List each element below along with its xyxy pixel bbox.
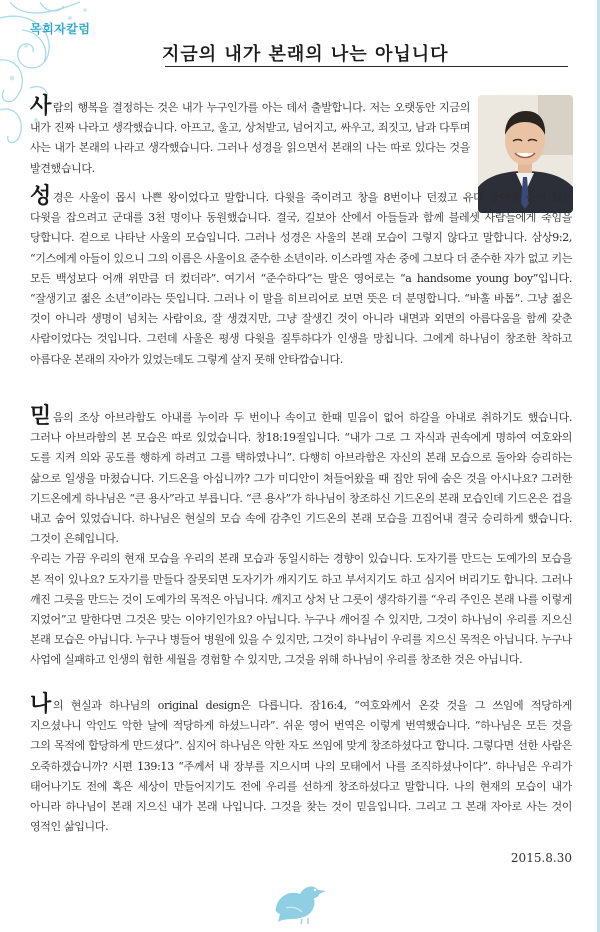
drop-cap-initial: 나 xyxy=(30,691,51,717)
paragraph-2 xyxy=(30,183,572,370)
paragraph-text: 람의 행복을 결정하는 것은 내가 누구인가를 아는 데서 출발합니다. 저는 오랫동안 지금의 내가 진짜 나라고 생각했습니다. 아프고, 울고, 상처받고, 넘어지고, 싸우고, 죄짓고, 남과 다투며 사는 내가 본래의 나라고 생각했습니다. 그러나 성경을 읽으면서 본래의 나는 따로 있다는 것을 발견했습니다. xyxy=(30,101,470,175)
paragraph-text: 의 현실과 하나님의 original design은 다릅니다. 잠16:4, “여호와께서 온갖 것을 그 쓰임에 적당하게 지으셨나니 악인도 악한 날에 적당하게 하셨느니라”. 쉬운 영어 번역은 이렇게 번역했습니다. “하나님은 모든 것을 그의 목적에 합당하게 만드셨다”. 심지어 하나님은 악한 자도 쓰임에 맞게 창조하셨다고 합니다. 그렇다면 선한 사람은 오죽하겠습니까? 시편 139:13 “주께서 내 장부를 지으시며 나의 모태에서 나를 조직하셨나이다”. 하나님은 우리가 태어나기도 전에 혹은 세상이 만들어지기도 전에 우리를 선하게 창조하셨다고 말합니다. 나의 현재의 모습이 내가 아니라 하나님이 본래 지으신 내가 본래 나입니다. 그것을 찾는 것이 믿음입니다. 그리고 그 본래 자아로 사는 것이 영적인 삶입니다. xyxy=(30,699,572,834)
paragraph-3 xyxy=(30,403,572,671)
paragraph-1 xyxy=(30,93,470,179)
drop-cap-initial: 사 xyxy=(30,93,51,119)
paragraph-4 xyxy=(30,691,572,837)
column-date: 2015.8.30 xyxy=(510,851,572,865)
column-label: 목회자칼럼 xyxy=(30,22,91,36)
page-title: 지금의 내가 본래의 나는 아닙니다 xyxy=(162,44,449,65)
paragraph-text: 음의 조상 아브라함도 아내를 누이라 두 번이나 속이고 한때 믿음이 없어 하갈을 아내로 취하기도 했습니다. 그러나 아브라함의 본 모습은 따로 있었습니다. 창18:19절입니다. “내가 그로 그 자식과 권속에게 명하여 여호와의 도를 지켜 의와 공도를 행하게 하려고 그를 택하였나니”. 다행히 아브라함은 자신의 본래 모습으로 돌아와 승리하는 삶으로 일생을 마쳤습니다. 기드온을 아십니까? 그가 미디안이 쳐들어왔을 때 집안 뒤에 숨은 것을 아시나요? 그러한 기드온에게 하나님은 “큰 용사”라고 부릅니다. “큰 용사”가 하나님이 창조하신 기드온의 본래 모습인데 기드온은 겁을 내고 숨어 있었습니다. 하나님은 현실의 모습 속에 감추인 기드온의 본래 모습을 끄집어내 결국 승리하게 했습니다. 그것이 은혜입니다. xyxy=(30,411,572,546)
drop-cap-initial: 믿 xyxy=(30,403,51,429)
paragraph-text: 경은 사울이 몹시 나쁜 왕이었다고 말합니다. 다윗을 죽이려고 창을 8번이나 던졌고 유다 광야에 숨어 있는 다윗을 잡으려고 군대를 3천 명이나 동원했습니다. 결국, 길보아 산에서 아들들과 함께 블레셋 사람들에게 죽임을 당합니다. 겉으로 나타난 사울의 모습입니다. 그러나 성경은 사울의 본래 모습이 그렇지 않다고 말합니다. 삼상9:2, “기스에게 아들이 있으니 그의 이름은 사울이요 준수한 소년이라. 이스라엘 자손 중에 그보다 더 준수한 자가 없고 키는 모든 백성보다 어깨 위만큼 더 컸더라”. 여기서 “준수하다”는 말은 영어로는 “a handsome young boy”입니다. “잘생기고 젊은 소년”이라는 뜻입니다. 그러나 이 말을 히브리어로 보면 뜻은 더 분명합니다. “바훌 바톱”. 그냥 젊은 것이 아니라 생명이 넘치는 사람이요, 잘 생겼지만, 그냥 잘생긴 것이 아니라 내면과 외면의 아름다움을 함께 갖춘 사람이었다는 것입니다. 그런데 사울은 평생 다윗을 질투하다가 인생을 망칩니다. 그에게 하나님이 창조한 착하고 아름다운 본래의 자아가 있었는데도 그렇게 살지 못해 안타깝습니다. xyxy=(30,191,572,366)
title-underline xyxy=(165,66,568,67)
bluebird-icon xyxy=(268,878,330,924)
paragraph-continuation: 우리는 가끔 우리의 현재 모습을 우리의 본래 모습과 동일시하는 경향이 있습니다. 도자기를 만드는 도예가의 모습을 본 적이 있나요? 도자기를 만들다 잘못되면 도자기가 깨지기도 하고 부서지기도 하고 심지어 버리기도 합니다. 그러나 깨진 그릇을 만드는 것이 도예가의 목적은 아닙니다. 깨지고 상처 난 그릇이 생각하기를 “우리 주인은 본래 나를 이렇게 지었어”고 말한다면 그것은 맞는 이야기인가요? 아닙니다. 누구나 깨어질 수 있지만, 그것이 하나님이 우리를 지으신 본래 모습은 아닙니다. 누구나 병들어 병원에 있을 수 있지만, 그것이 하나님이 우리를 지으신 목적은 아닙니다. 누구나 사업에 실패하고 인생의 험한 세월을 경험할 수 있지만, 그것을 위해 하나님이 우리를 창조한 것은 아닙니다. xyxy=(30,552,572,667)
drop-cap-initial: 성 xyxy=(30,183,51,209)
